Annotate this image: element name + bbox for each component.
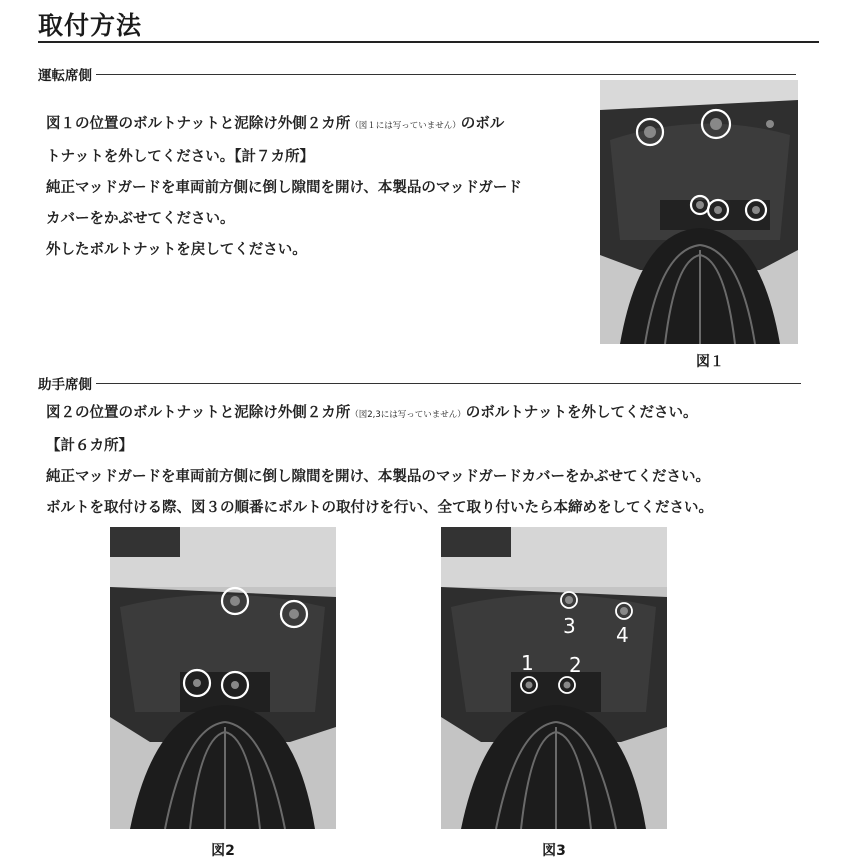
driver-line-4: カバーをかぶせてください。	[46, 211, 235, 227]
figure-2-photo	[110, 527, 336, 829]
order-label-4: 4	[616, 623, 629, 647]
passenger-line-1-main: 図２の位置のボルトナットと泥除け外側２カ所	[46, 405, 351, 421]
driver-line-1-note: （図１には写っていません）	[350, 121, 461, 131]
passenger-line-4: ボルトを取付ける際、図３の順番にボルトの取付けを行い、全て取り付いたら本締めをしてください。	[46, 500, 713, 516]
figure-2-caption: 図2	[211, 843, 235, 859]
passenger-side-heading	[38, 373, 801, 393]
figure-1-caption: 図１	[696, 354, 724, 370]
driver-line-2: トナットを外してください。【計７カ所】	[46, 149, 314, 165]
figure-3-caption: 図3	[542, 843, 566, 859]
driver-line-1-main: 図１の位置のボルトナットと泥除け外側２カ所	[46, 116, 351, 132]
figure-3-photo	[441, 527, 667, 829]
driver-line-5: 外したボルトナットを戻してください。	[46, 242, 307, 258]
page-title: 取付方法	[38, 11, 143, 40]
driver-line-3: 純正マッドガードを車両前方側に倒し隙間を開け、本製品のマッドガード	[46, 180, 522, 196]
title-divider	[38, 41, 819, 43]
order-label-3: 3	[563, 614, 576, 638]
figure-1-photo	[600, 80, 798, 344]
order-label-1: 1	[521, 651, 534, 675]
driver-side-heading-label: 運転席側	[38, 68, 92, 84]
driver-side-instructions	[46, 109, 591, 266]
passenger-side-heading-label: 助手席側	[38, 377, 92, 393]
passenger-line-3: 純正マッドガードを車両前方側に倒し隙間を開け、本製品のマッドガードカバーをかぶせてください。	[46, 469, 710, 485]
passenger-line-1	[46, 398, 826, 431]
driver-line-1	[46, 109, 591, 142]
driver-side-heading-rule	[96, 74, 796, 75]
passenger-side-instructions	[46, 398, 826, 524]
passenger-side-heading-rule	[96, 383, 801, 384]
driver-line-1-end: のボル	[460, 116, 505, 132]
passenger-line-1-end: のボルトナットを外してください。	[465, 405, 698, 421]
passenger-line-1-note: （図2,3には写っていません）	[350, 410, 466, 420]
order-label-2: 2	[569, 653, 582, 677]
passenger-line-2: 【計６カ所】	[46, 438, 133, 454]
